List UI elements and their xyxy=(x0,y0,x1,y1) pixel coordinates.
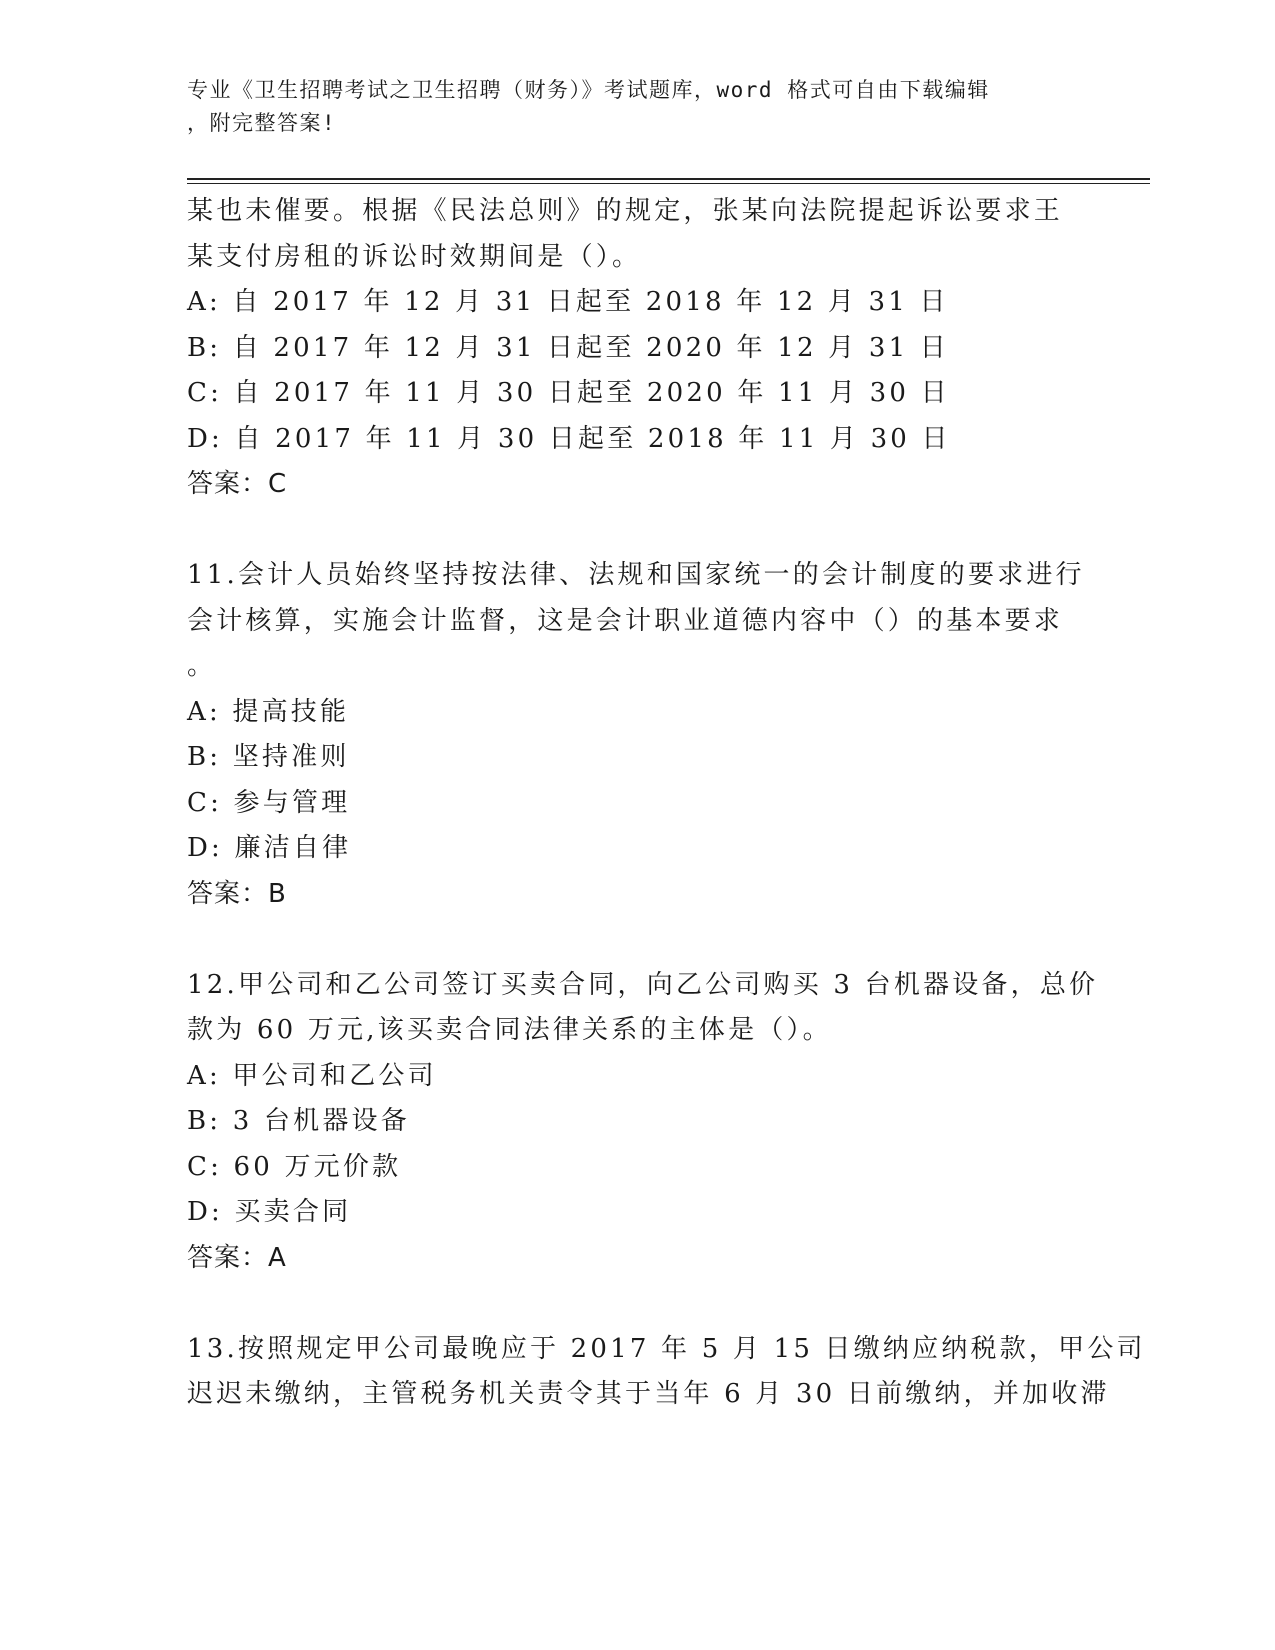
option-a: A: 甲公司和乙公司 xyxy=(187,1060,437,1091)
document-body xyxy=(187,189,1146,1418)
option-d: D: 自 2017 年 11 月 30 日起至 2018 年 11 月 30 日 xyxy=(187,423,951,454)
question-10 xyxy=(187,189,1087,508)
option-b: B: 自 2017 年 12 月 31 日起至 2020 年 12 月 31 日 xyxy=(187,332,949,363)
question-stem-line: 12.甲公司和乙公司签订买卖合同，向乙公司购买 3 台机器设备，总价 xyxy=(187,969,1099,1000)
question-12 xyxy=(187,963,1099,1282)
header-divider-thin xyxy=(187,183,1150,184)
spacer xyxy=(187,917,1087,963)
option-c: C: 60 万元价款 xyxy=(187,1151,402,1182)
header-divider-thick xyxy=(187,178,1150,180)
question-stem-line: 迟迟未缴纳，主管税务机关责令其于当年 6 月 30 日前缴纳，并加收滞 xyxy=(187,1379,1110,1409)
question-stem-line: 11.会计人员始终坚持按法律、法规和国家统一的会计制度的要求进行 xyxy=(187,560,1085,590)
option-c: C: 参与管理 xyxy=(187,787,351,818)
spacer xyxy=(187,508,1087,554)
header-line-1: 专业《卫生招聘考试之卫生招聘（财务）》考试题库，word 格式可自由下载编辑 xyxy=(187,78,990,102)
question-stem-line: 。 xyxy=(187,651,217,681)
spacer xyxy=(187,1281,1087,1327)
answer-line: 答案：B xyxy=(187,878,287,909)
option-b: B: 坚持准则 xyxy=(187,742,350,772)
question-13 xyxy=(187,1327,1146,1418)
question-stem-line: 某也未催要。根据《民法总则》的规定，张某向法院提起诉讼要求王 xyxy=(187,196,1064,226)
option-b: B: 3 台机器设备 xyxy=(187,1106,410,1136)
question-stem-line: 某支付房租的诉讼时效期间是（）。 xyxy=(187,241,642,272)
option-a: A: 自 2017 年 12 月 31 日起至 2018 年 12 月 31 日 xyxy=(187,287,949,317)
answer-line: 答案：C xyxy=(187,469,288,499)
header-line-2: ，附完整答案! xyxy=(187,111,337,135)
question-stem-line: 款为 60 万元,该买卖合同法律关系的主体是（）。 xyxy=(187,1015,832,1045)
question-stem-line: 13.按照规定甲公司最晚应于 2017 年 5 月 15 日缴纳应纳税款，甲公司 xyxy=(187,1333,1146,1364)
option-d: D: 廉洁自律 xyxy=(187,833,352,863)
answer-line: 答案：A xyxy=(187,1242,287,1273)
option-c: C: 自 2017 年 11 月 30 日起至 2020 年 11 月 30 日 xyxy=(187,378,950,408)
question-11 xyxy=(187,553,1087,917)
document-header xyxy=(187,74,1067,140)
option-a: A: 提高技能 xyxy=(187,696,350,727)
question-stem-line: 会计核算，实施会计监督，这是会计职业道德内容中（）的基本要求 xyxy=(187,605,1064,636)
option-d: D: 买卖合同 xyxy=(187,1197,352,1227)
